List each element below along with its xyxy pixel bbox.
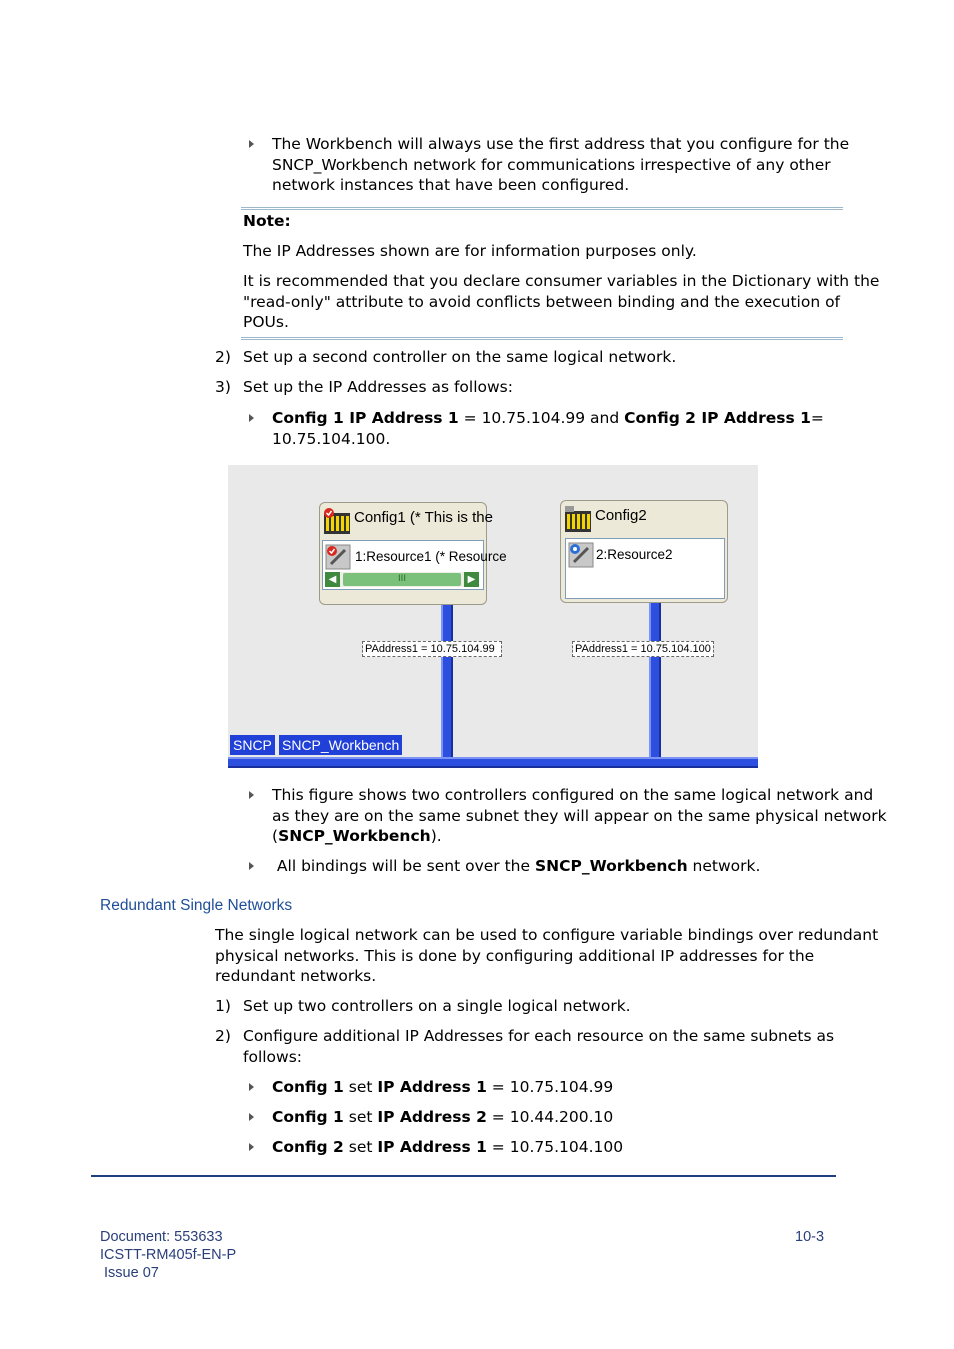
step-number: 1) [215, 997, 231, 1015]
sncp-tag[interactable]: SNCP [230, 735, 275, 755]
config-text: set [343, 1138, 378, 1156]
scroll-left-button[interactable]: ◀ [325, 572, 340, 587]
bullet-text-span: All bindings will be sent over the [272, 857, 535, 875]
footer-issue: Issue 07 [100, 1265, 159, 1281]
step-text: Set up two controllers on a single logical network. [243, 997, 631, 1015]
step-text [243, 1026, 834, 1067]
config1-ip-label: PAddress1 = 10.75.104.99 [362, 641, 502, 657]
resource-icon [325, 544, 351, 570]
config2-ip-label: PAddress1 = 10.75.104.100 [572, 641, 714, 657]
note-heading [243, 211, 291, 232]
note-line: "read-only" attribute to avoid conflicts between binding and the execution of [243, 292, 841, 311]
footer-rule [91, 1175, 836, 1177]
ip-bullet [272, 408, 824, 449]
config2-title: Config2 [595, 507, 647, 524]
config-text: set [343, 1078, 378, 1096]
config-text: = 10.75.104.100 [486, 1138, 624, 1156]
config1-resource-label: 1:Resource1 (* Resource [355, 549, 507, 564]
controller-icon [564, 505, 592, 533]
ip-bullet-bold: Config 1 IP Address 1 [272, 409, 459, 427]
config2-bus-drop [649, 603, 661, 763]
note-line: POUs. [243, 313, 289, 331]
note-heading-text: Note: [243, 212, 291, 230]
config1-title: Config1 (* This is the [354, 509, 493, 526]
config-bullet [272, 1077, 613, 1098]
footer-left [100, 1228, 236, 1282]
bullet-arrow-icon [249, 1143, 254, 1151]
step-line: follows: [243, 1047, 303, 1066]
paragraph-line: redundant networks. [215, 967, 377, 985]
footer-code: ICSTT-RM405f-EN-P [100, 1247, 237, 1263]
note-paragraph-1: The IP Addresses shown are for information purposes only. [243, 242, 697, 260]
paragraph-line: The single logical network can be used to configure variable bindings over redundant [215, 926, 879, 944]
bullet-line: This figure shows two controllers configured on the same logical network and [272, 786, 874, 804]
bullet-arrow-icon [249, 414, 254, 422]
bullet-arrow-icon [249, 1083, 254, 1091]
config-bold: IP Address 2 [377, 1108, 487, 1126]
ip-bullet-bold: Config 2 IP Address 1 [624, 409, 811, 427]
step-number: 2) [215, 1027, 231, 1045]
controller-icon [323, 507, 351, 535]
config-text: set [343, 1108, 378, 1126]
config-bold: Config 1 [272, 1078, 344, 1096]
network-bus [228, 757, 758, 768]
ip-bullet-text: = 10.75.104.99 and [458, 409, 625, 427]
footer-page-number: 10-3 [795, 1229, 825, 1245]
config-bullet [272, 1107, 613, 1128]
config-bold: Config 2 [272, 1138, 344, 1156]
bullet-arrow-icon [249, 140, 254, 148]
config2-resource-box [565, 538, 725, 599]
bullet-line: network instances that have been configured. [272, 176, 630, 194]
config-text: = 10.75.104.99 [486, 1078, 614, 1096]
step-line: Configure additional IP Addresses for each resource on the same subnets as [243, 1027, 835, 1045]
scroll-thumb[interactable] [343, 573, 461, 586]
config1-node[interactable] [319, 502, 507, 605]
bullet-bold: SNCP_Workbench [278, 827, 431, 845]
config2-resource-label: 2:Resource2 [596, 547, 673, 562]
paragraph-line: physical networks. This is done by configuring additional IP addresses for the [215, 946, 815, 965]
footer-document: Document: 553633 [100, 1229, 223, 1245]
config2-node[interactable] [560, 500, 728, 603]
resource-icon [568, 542, 594, 568]
config1-resource-box [322, 540, 507, 590]
section-heading: Redundant Single Networks [100, 897, 293, 914]
note-top-rule [241, 207, 843, 210]
note-bottom-rule [241, 337, 843, 340]
ip-bullet-text: = [810, 409, 824, 427]
config1-bus-drop [441, 603, 453, 763]
bullet-text-span: ). [430, 827, 442, 845]
step-number: 3) [215, 378, 231, 396]
config-bold: Config 1 [272, 1108, 344, 1126]
bullet-text-span: network. [687, 857, 761, 875]
scroll-right-button[interactable]: ▶ [464, 572, 479, 587]
bullet-text [272, 134, 849, 196]
bullet-text-span: ( [272, 827, 279, 845]
section-paragraph [215, 925, 878, 987]
ip-bullet-line-1 [272, 408, 824, 429]
step-number: 2) [215, 348, 231, 366]
bullet-line: The Workbench will always use the first address that you configure for the [272, 135, 850, 153]
bullet-arrow-icon [249, 1113, 254, 1121]
config-bold: IP Address 1 [377, 1138, 487, 1156]
bullet-bold: SNCP_Workbench [534, 857, 688, 875]
bullet-line: SNCP_Workbench network for communications irrespective of any other [272, 155, 831, 174]
config-text: = 10.44.200.10 [486, 1108, 614, 1126]
bullet-line [272, 826, 887, 847]
network-diagram [228, 465, 758, 767]
bullet-arrow-icon [249, 791, 254, 799]
ip-bullet-line-2: 10.75.104.100. [272, 429, 391, 448]
step-text: Set up a second controller on the same logical network. [243, 348, 677, 366]
note-line: It is recommended that you declare consumer variables in the Dictionary with the [243, 272, 880, 290]
bullet-text [272, 856, 760, 877]
scroll-thumb-grip: III [398, 574, 406, 584]
bullet-line: as they are on the same subnet they will appear on the same physical network [272, 806, 887, 825]
sncp-workbench-tag[interactable]: SNCP_Workbench [279, 735, 402, 755]
horizontal-scrollbar[interactable] [325, 572, 479, 587]
bullet-text [272, 785, 887, 847]
note-paragraph-2 [243, 271, 879, 333]
config-bullet [272, 1137, 623, 1158]
config-bold: IP Address 1 [377, 1078, 487, 1096]
bullet-arrow-icon [249, 862, 254, 870]
step-text: Set up the IP Addresses as follows: [243, 378, 513, 396]
